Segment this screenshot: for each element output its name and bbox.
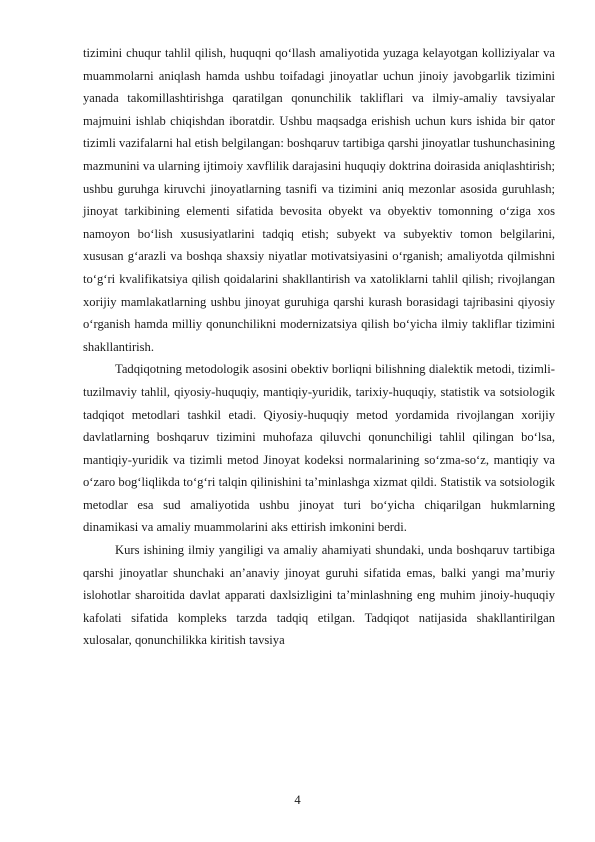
body-text [83,42,555,652]
paragraph-1: tizimini chuqur tahlil qilish, huquqni qo‘llash amaliyotida yuzaga kelayotgan kolliziyalar va muammolarni aniqlash hamda ushbu toifadagi jinoyatlar uchun jinoiy javobgarlik tizimini yanada takomillashtirishga qaratilgan qonunchilik takliflari va ilmiy-amaliy tavsiyalar majmuini ishlab chiqishdan iboratdir. Ushbu maqsadga erishish uchun kurs ishida bir qator tizimli vazifalarni hal etish belgilangan: boshqaruv tartibiga qarshi jinoyatlar tushunchasining mazmunini va ularning ijtimoiy xavflilik darajasini huquqiy doktrina doirasida aniqlashtirish; ushbu guruhga kiruvchi jinoyatlarning tasnifi va tizimini aniq mezonlar asosida guruhlash; jinoyat tarkibining elementi sifatida bevosita obyekt va obyektiv tomonning o‘ziga xos namoyon bo‘lish xususiyatlarini tadqiq etish; subyekt va subyektiv tomon belgilarini, xususan g‘arazli va boshqa shaxsiy niyatlar motivatsiyasini o‘rganish; amaliyotda qilmishni to‘g‘ri kvalifikatsiya qilish qoidalarini shakllantirish va xatoliklarni tahlil qilish; rivojlangan xorijiy mamlakatlarning ushbu jinoyat guruhiga qarshi kurash borasidagi tajribasini qiyosiy o‘rganish hamda milliy qonunchilikni modernizatsiya qilish bo‘yicha ilmiy takliflar tizimini shakllantirish. [83,46,555,354]
page-number: 4 [294,793,301,807]
paragraph-2: Tadqiqotning metodologik asosini obektiv borliqni bilishning dialektik metodi, tizimli-tuzilmaviy tahlil, qiyosiy-huquqiy, mantiqiy-yuridik, tarixiy-huquqiy, statistik va sotsiologik tadqiqot metodlari tashkil etadi. Qiyosiy-huquqiy metod yordamida rivojlangan xorijiy davlatlarning boshqaruv tizimini muhofaza qiluvchi qonunchiligi tahlil qilingan bo‘lsa, mantiqiy-yuridik va tizimli metod Jinoyat kodeksi normalarining so‘zma-so‘z, mantiqiy va o‘zaro bog‘liqlikda to‘g‘ri talqin qilinishini ta’minlashga xizmat qildi. Statistik va sotsiologik metodlar esa sud amaliyotida ushbu jinoyat turi bo‘yicha chiqarilgan hukmlarning dinamikasi va amaliy muammolarini aks ettirish imkonini berdi. [83,362,555,535]
paragraph-3: Kurs ishining ilmiy yangiligi va amaliy ahamiyati shundaki, unda boshqaruv tartibiga qarshi jinoyatlar shunchaki an’anaviy jinoyat guruhi sifatida emas, balki yangi ma’muriy islohotlar sharoitida davlat apparati daxlsizligini ta’minlashning eng muhim jinoiy-huquqiy kafolati sifatida kompleks tarzda tadqiq etilgan. Tadqiqot natijasida shakllantirilgan xulosalar, qonunchilikka kiritish tavsiya [83,543,555,648]
